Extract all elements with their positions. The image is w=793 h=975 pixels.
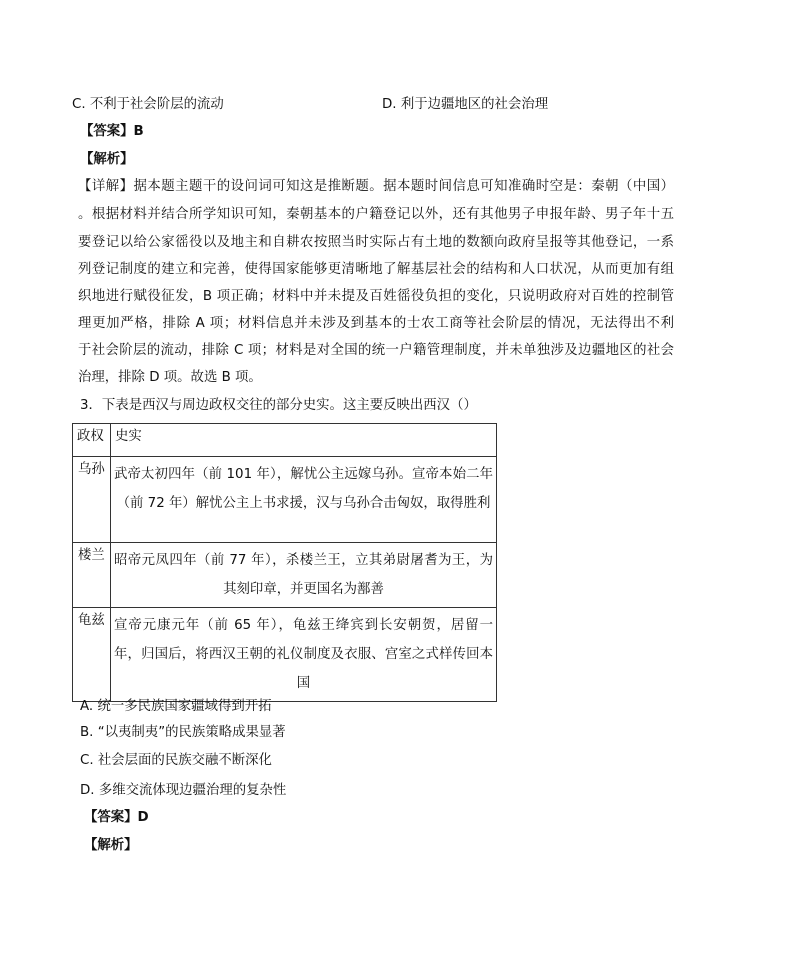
- regime-name: 乌孙: [73, 457, 111, 543]
- option-c-prev: C. 不利于社会阶层的流动: [72, 97, 224, 112]
- regime-fact: 武帝太初四年（前 101 年），解忧公主远嫁乌孙。宣帝本始二年（前 72 年）解忧公主上书求援，汉与乌孙合击匈奴，取得胜利: [111, 457, 497, 543]
- analysis-line-1: 【详解】据本题主题干的设问词可知这是推断题。据本题时间信息可知准确时空是：秦朝（中国）: [78, 179, 674, 194]
- table-row: [73, 608, 497, 702]
- analysis-line-8: 治理，排除 D 项。故选 B 项。: [78, 370, 262, 385]
- header-facts: 史实: [111, 424, 497, 457]
- analysis-line-3: 要登记以给公家徭役以及地主和自耕农按照当时实际占有土地的数额向政府呈报等其他登记，一系: [78, 235, 674, 250]
- answer-label-3: 【答案】D: [84, 810, 149, 825]
- analysis-line-6: 理更加严格，排除 A 项；材料信息并未涉及到基本的士农工商等社会阶层的情况，无法得出不利: [78, 316, 674, 331]
- option-a: A. 统一多民族国家疆域得到开拓: [80, 699, 272, 714]
- analysis-label: 【解析】: [80, 152, 134, 167]
- option-c: C. 社会层面的民族交融不断深化: [80, 753, 272, 768]
- table-row: [73, 543, 497, 608]
- option-d-prev: D. 利于边疆地区的社会治理: [382, 97, 549, 112]
- regime-name: 楼兰: [73, 543, 111, 608]
- regime-fact: 昭帝元凤四年（前 77 年），杀楼兰王，立其弟尉屠耆为王，为其刻印章，并更国名为鄯善: [111, 543, 497, 608]
- table-row: [73, 457, 497, 543]
- history-table: [72, 423, 497, 702]
- table-header-row: [73, 424, 497, 457]
- analysis-line-7: 于社会阶层的流动，排除 C 项；材料是对全国的统一户籍管理制度，并未单独涉及边疆地区的社会: [78, 343, 674, 358]
- analysis-line-4: 列登记制度的建立和完善，使得国家能够更清晰地了解基层社会的结构和人口状况，从而更加有组: [78, 262, 674, 277]
- analysis-line-2: 。根据材料并结合所学知识可知，秦朝基本的户籍登记以外，还有其他男子申报年龄、男子年十五: [78, 207, 674, 222]
- regime-fact: 宣帝元康元年（前 65 年），龟兹王绛宾到长安朝贺，居留一年，归国后，将西汉王朝的礼仪制度及衣服、宫室之式样传回本国: [111, 608, 497, 702]
- analysis-label-3: 【解析】: [84, 838, 138, 853]
- question-3-stem: 3．下表是西汉与周边政权交往的部分史实。这主要反映出西汉（）: [80, 398, 477, 413]
- header-regime: 政权: [73, 424, 111, 457]
- analysis-line-5: 织地进行赋役征发，B 项正确；材料中并未提及百姓徭役负担的变化，只说明政府对百姓的控制管: [78, 289, 674, 304]
- regime-name: 龟兹: [73, 608, 111, 702]
- answer-label: 【答案】B: [80, 124, 144, 139]
- option-b: B. “以夷制夷”的民族策略成果显著: [80, 725, 286, 740]
- option-d: D. 多维交流体现边疆治理的复杂性: [80, 783, 287, 798]
